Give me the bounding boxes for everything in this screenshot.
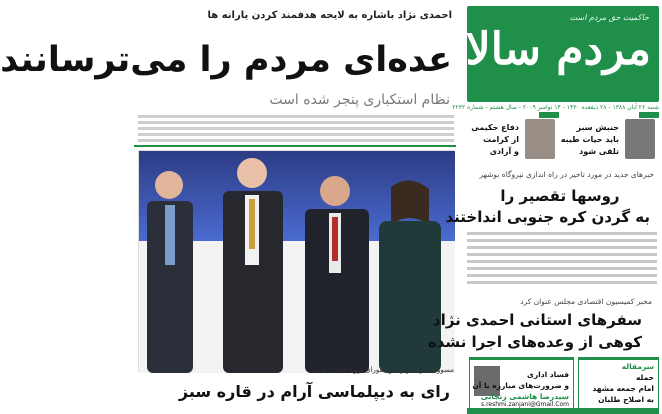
promo-title: از کرامت: [483, 135, 519, 144]
masthead-title: مردم سالاری: [409, 24, 651, 75]
author-email: s.reshmi.zanjani@Gmail.Com: [481, 401, 569, 408]
story2-kicker: مخبر کمیسیون اقتصادی مجلس عنوان کرد: [520, 297, 652, 306]
photo-headline: رای به دیپلماسی آرام در قاره سبز: [178, 382, 450, 401]
story1-line2: به گردن کره جنوبی انداختند: [445, 208, 650, 226]
person-shirt: [165, 205, 175, 265]
bottom-left-sub: و ضرورت‌های مبارزه با آن: [472, 381, 569, 390]
promo-title: باید حیات طیبه: [560, 135, 619, 144]
body-text-lines: [138, 112, 454, 148]
promo-tag: [539, 112, 559, 118]
section-rule: [134, 145, 456, 147]
masthead-slogan: حاکمیت حق مردم است: [569, 13, 649, 22]
main-headline: عده‌ای مردم را می‌ترسانند: [0, 40, 452, 80]
person-hair: [391, 180, 429, 225]
bottom-right-line2: امام جمعه مشهد: [592, 384, 654, 393]
story2-headline[interactable]: [427, 309, 642, 353]
story1-kicker: خبرهای جدید در مورد تاخیر در راه اندازی نیروگاه بوشهر: [479, 170, 654, 179]
bottom-left-title: فساد اداری: [526, 370, 569, 379]
person-head: [155, 171, 183, 199]
promo-jonbesh[interactable]: [560, 117, 659, 165]
promo-title: دفاع حکیمی: [471, 123, 519, 132]
promo-hakimi[interactable]: [469, 117, 559, 165]
author-name: سیدرضا هاشمی زنجانی: [480, 392, 569, 401]
promo-photo: [525, 119, 555, 159]
story1-line1: روسها تقصیر را: [500, 187, 620, 205]
story1-headline[interactable]: [445, 186, 650, 228]
bottom-right-label: سرمقاله: [621, 362, 654, 371]
bottom-box-left[interactable]: [469, 357, 574, 409]
person-tie: [249, 199, 255, 249]
promo-tag: [639, 112, 659, 118]
bottom-box-right[interactable]: [578, 357, 659, 409]
person-head: [320, 176, 350, 206]
story2-line2: کوهی از وعده‌های اجرا نشده: [427, 333, 642, 351]
bottom-strip: [467, 408, 659, 414]
main-subhead: نظام استکباری پنجر شده است: [269, 92, 450, 108]
bottom-right-line3: به اصلاح طلبان: [598, 395, 654, 404]
story2-line1: سفرهای استانی احمدی نژاد: [432, 311, 642, 329]
dateline: شنبه ۲۶ آبان ۱۳۸۸ - ۲۸ ذیقعده ۱۴۳۰ - ۱۴ نوامبر ۲۰۰۹ - سال هشتم - شماره ۲۲۳۲: [452, 104, 659, 111]
promo-title: تلقی شود: [579, 147, 619, 156]
bottom-right-line1: حمله: [635, 373, 654, 382]
promo-title: جنبش سبز: [576, 123, 619, 132]
person-head: [237, 158, 267, 188]
photo-caption: مسوول خارجه و رئیس شورای اروپا انتخاب شدند: [311, 366, 454, 374]
photo-people: [139, 151, 455, 373]
promo-title: و آزادی: [489, 147, 519, 156]
person-tie: [332, 217, 338, 261]
story1-body: [467, 232, 657, 288]
masthead: [409, 6, 659, 102]
promo-photo: [625, 119, 655, 159]
news-photo: [138, 150, 454, 372]
top-kicker: احمدی نژاد باشاره به لایحه هدفمند کردن یارانه ها: [207, 10, 452, 21]
